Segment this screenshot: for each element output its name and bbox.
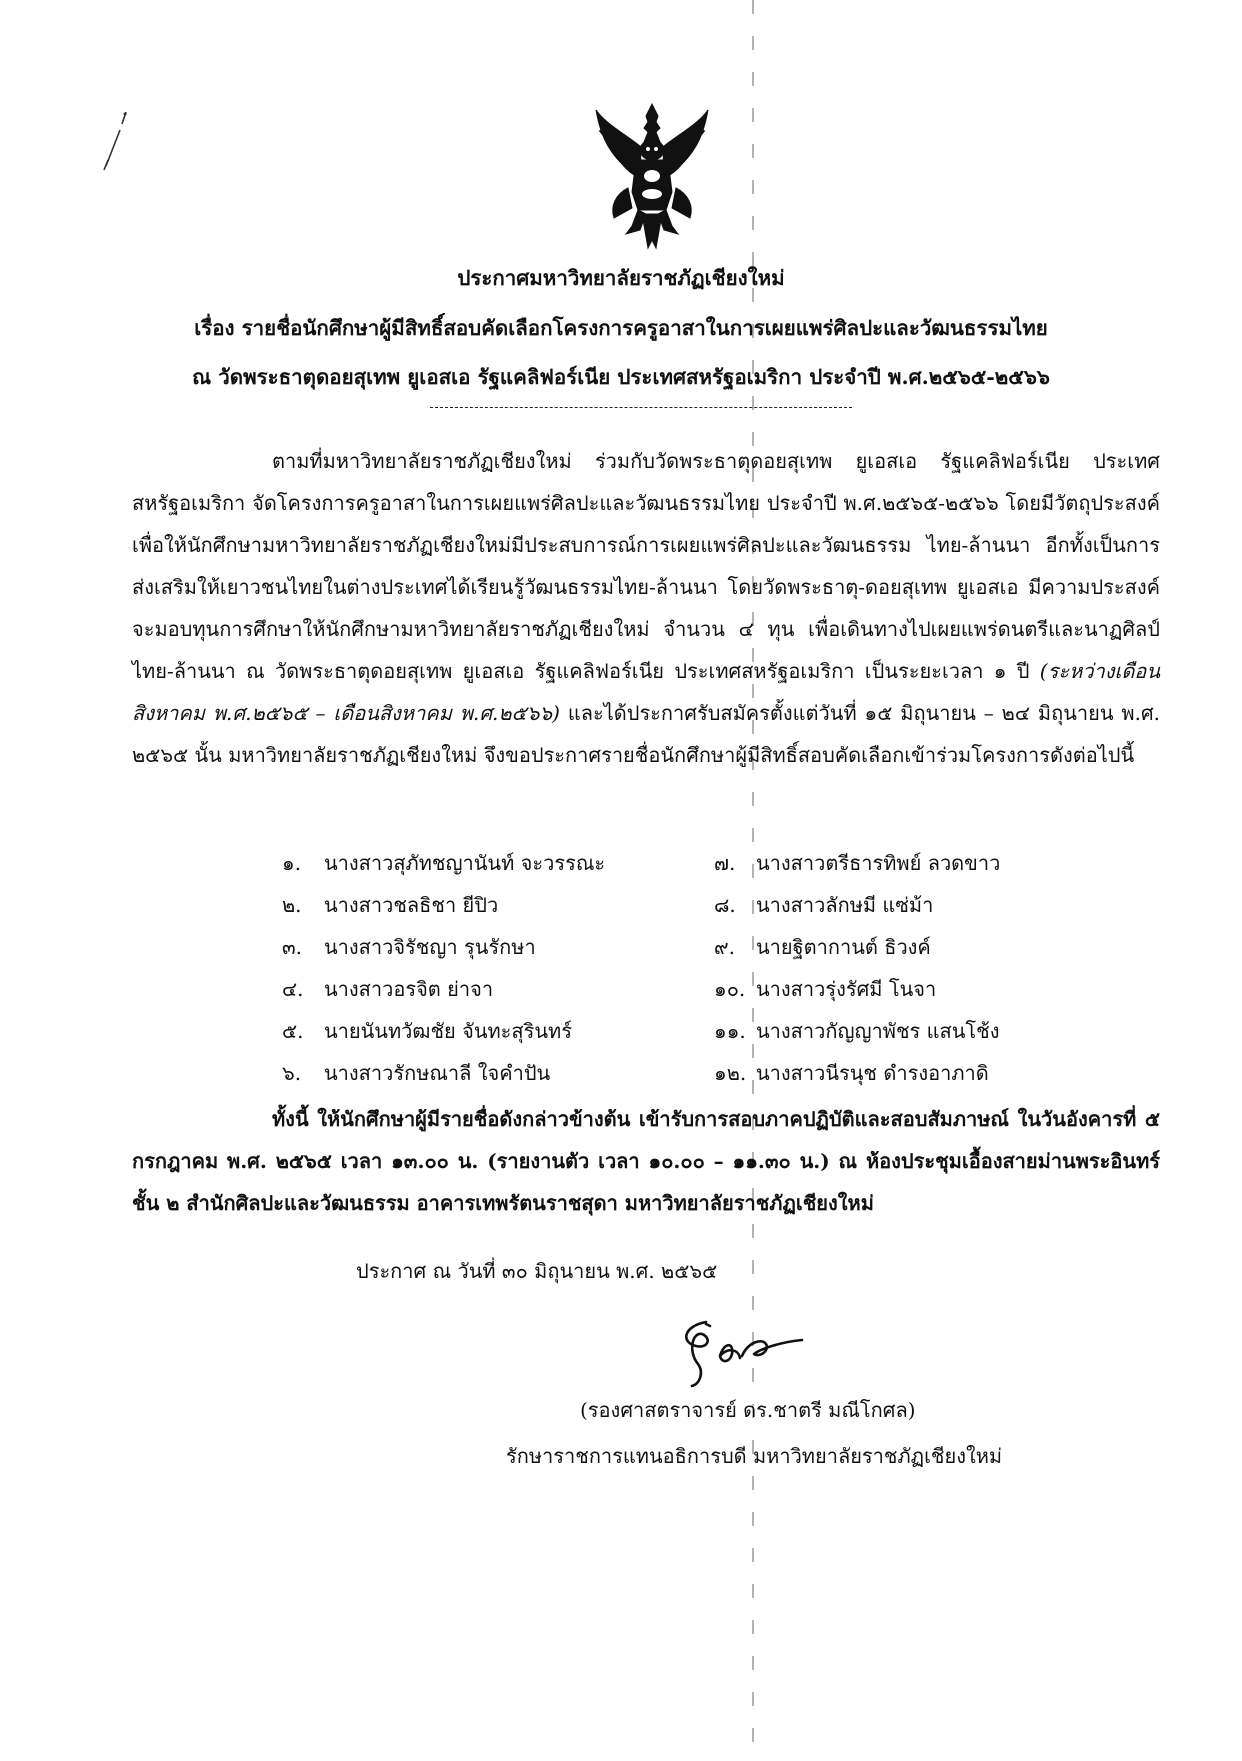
program-period: (ระหว่างเดือนสิงหาคม พ.ศ.๒๕๖๕ – เดือนสิงหาคม พ.ศ.๒๕๖๖) bbox=[132, 659, 1160, 725]
announcement-date: ประกาศ ณ วันที่ ๓๐ มิถุนายน พ.ศ. ๒๕๖๕ bbox=[356, 1259, 718, 1283]
item-number: ๓. bbox=[282, 935, 303, 959]
candidate-name: นางสาวรุ่งรัศมี โนจา bbox=[756, 977, 937, 1001]
list-item bbox=[714, 1010, 1000, 1052]
candidate-name: นางสาวลักษมี แซ่ม้า bbox=[756, 893, 934, 917]
closing-paragraph bbox=[132, 1098, 1160, 1224]
announcement-subject: เรื่อง รายชื่อนักศึกษาผู้มีสิทธิ์สอบคัดเลือกโครงการครูอาสาในการเผยแพร่ศิลปะและวัฒนธรรมไทย bbox=[194, 316, 1048, 340]
garuda-emblem-icon bbox=[592, 102, 712, 252]
body-text: ตามที่มหาวิทยาลัยราชภัฏเชียงใหม่ ร่วมกับวัดพระธาตุดอยสุเทพ ยูเอสเอ รัฐแคลิฟอร์เนีย ประเทศสหรัฐอเมริกา จัดโครงการครูอาสาในการเผยแพร่ศิลปะและวัฒนธรรมไทย ประจำปี พ.ศ.๒๕๖๕-๒๕๖๖ โดยมีวัตถุประสงค์เพื่อให้นักศึกษามหาวิทยาลัยราชภัฏเชียงใหม่มีประสบการณ์การเผยแพร่ศิลปะและวัฒนธรรม ไทย-ล้านนา อีกทั้งเป็นการส่งเสริมให้เยาวชนไทยในต่างประเทศได้เรียนรู้วัฒนธรรมไทย-ล้านนา โดยวัดพระธาตุ-ดอยสุเทพ ยูเอสเอ มีความประสงค์จะมอบทุนการศึกษาให้นักศึกษามหาวิทยาลัยราชภัฏเชียงใหม่ จำนวน ๔ ทุน เพื่อเดินทางไปเผยแพร่ดนตรีและนาฏศิลป์ไทย-ล้านนา ณ วัดพระธาตุดอยสุเทพ ยูเอสเอ รัฐแคลิฟอร์เนีย ประเทศสหรัฐอเมริกา เป็นระยะเวลา ๑ ปี bbox=[132, 449, 1160, 683]
item-number: ๘. bbox=[714, 893, 736, 917]
signer-position: รักษาราชการแทนอธิการบดี มหาวิทยาลัยราชภัฏเชียงใหม่ bbox=[506, 1444, 1003, 1468]
candidate-name: นางสาวจิรัชญา รุนรักษา bbox=[324, 935, 536, 959]
handwritten-signature bbox=[662, 1312, 812, 1392]
candidate-name: นายฐิตากานต์ ธิวงค์ bbox=[756, 935, 931, 959]
item-number: ๑๑. bbox=[714, 1019, 746, 1043]
item-number: ๖. bbox=[282, 1061, 302, 1085]
item-number: ๕. bbox=[282, 1019, 304, 1043]
candidate-name: นางสาวสุภัทชญานันท์ จะวรรณะ bbox=[324, 851, 606, 875]
list-item bbox=[714, 1052, 1000, 1094]
announcement-agency: ประกาศมหาวิทยาลัยราชภัฏเชียงใหม่ bbox=[457, 266, 785, 290]
candidate-name: นางสาวรักษณาลี ใจคำปัน bbox=[324, 1061, 551, 1085]
closing-text: ทั้งนี้ ให้นักศึกษาผู้มีรายชื่อดังกล่าวข้างต้น เข้ารับการสอบภาคปฏิบัติและสอบสัมภาษณ์ ในวันอังคารที่ ๕ กรกฎาคม พ.ศ. ๒๕๖๕ เวลา ๑๓.๐๐ น. (รายงานตัว เวลา ๑๐.๐๐ – ๑๑.๓๐ น.) ณ ห้องประชุมเอื้องสายม่านพระอินทร์ ชั้น ๒ สำนักศิลปะและวัฒนธรรม อาคารเทพรัตนราชสุดา มหาวิทยาลัยราชภัฏเชียงใหม่ bbox=[132, 1107, 1160, 1215]
list-item bbox=[282, 884, 605, 926]
candidate-name: นางสาวกัญญาพัชร แสนโช้ง bbox=[756, 1019, 1000, 1043]
list-item bbox=[282, 968, 605, 1010]
item-number: ๑๐. bbox=[714, 977, 746, 1001]
list-item bbox=[714, 884, 1000, 926]
list-item bbox=[282, 926, 605, 968]
list-item bbox=[714, 842, 1000, 884]
candidate-name: นายนันทวัฒชัย จันทะสุรินทร์ bbox=[324, 1019, 572, 1043]
candidate-name: นางสาวนีรนุช ดำรงอาภาดิ bbox=[756, 1061, 989, 1085]
item-number: ๒. bbox=[282, 893, 302, 917]
candidate-column-left bbox=[282, 842, 605, 1094]
candidate-name: นางสาวชลธิชา ยีปิว bbox=[324, 893, 499, 917]
item-number: ๙. bbox=[714, 935, 736, 959]
candidate-name: นางสาวตรีธารทิพย์ ลวดขาว bbox=[756, 851, 1001, 875]
list-item bbox=[714, 926, 1000, 968]
body-text-end: และได้ประกาศรับสมัครตั้งแต่วันที่ ๑๕ มิถุนายน – ๒๔ มิถุนายน พ.ศ. ๒๕๖๕ นั้น มหาวิทยาลัยราชภัฏเชียงใหม่ จึงขอประกาศรายชื่อนักศึกษาผู้มีสิทธิ์สอบคัดเลือกเข้าร่วมโครงการดังต่อไปนี้ bbox=[132, 701, 1160, 767]
candidate-name: นางสาวอรจิต ย่าจา bbox=[324, 977, 494, 1001]
list-item bbox=[282, 1010, 605, 1052]
list-item bbox=[714, 968, 1000, 1010]
body-text-block bbox=[132, 440, 1160, 776]
candidate-column-right bbox=[714, 842, 1000, 1094]
item-number: ๔. bbox=[282, 977, 304, 1001]
item-number: ๑. bbox=[282, 851, 302, 875]
signer-name: (รองศาสตราจารย์ ดร.ชาตรี มณีโกศล) bbox=[580, 1398, 916, 1422]
list-item bbox=[282, 842, 605, 884]
header-divider bbox=[430, 407, 852, 408]
announcement-location: ณ วัดพระธาตุดอยสุเทพ ยูเอสเอ รัฐแคลิฟอร์เนีย ประเทศสหรัฐอเมริกา ประจำปี พ.ศ.๒๕๖๕-๒๕๖๖ bbox=[192, 365, 1050, 389]
body-paragraph bbox=[132, 440, 1160, 776]
item-number: ๑๒. bbox=[714, 1061, 747, 1085]
list-item bbox=[282, 1052, 605, 1094]
item-number: ๗. bbox=[714, 851, 736, 875]
pencil-mark-icon bbox=[98, 108, 132, 172]
